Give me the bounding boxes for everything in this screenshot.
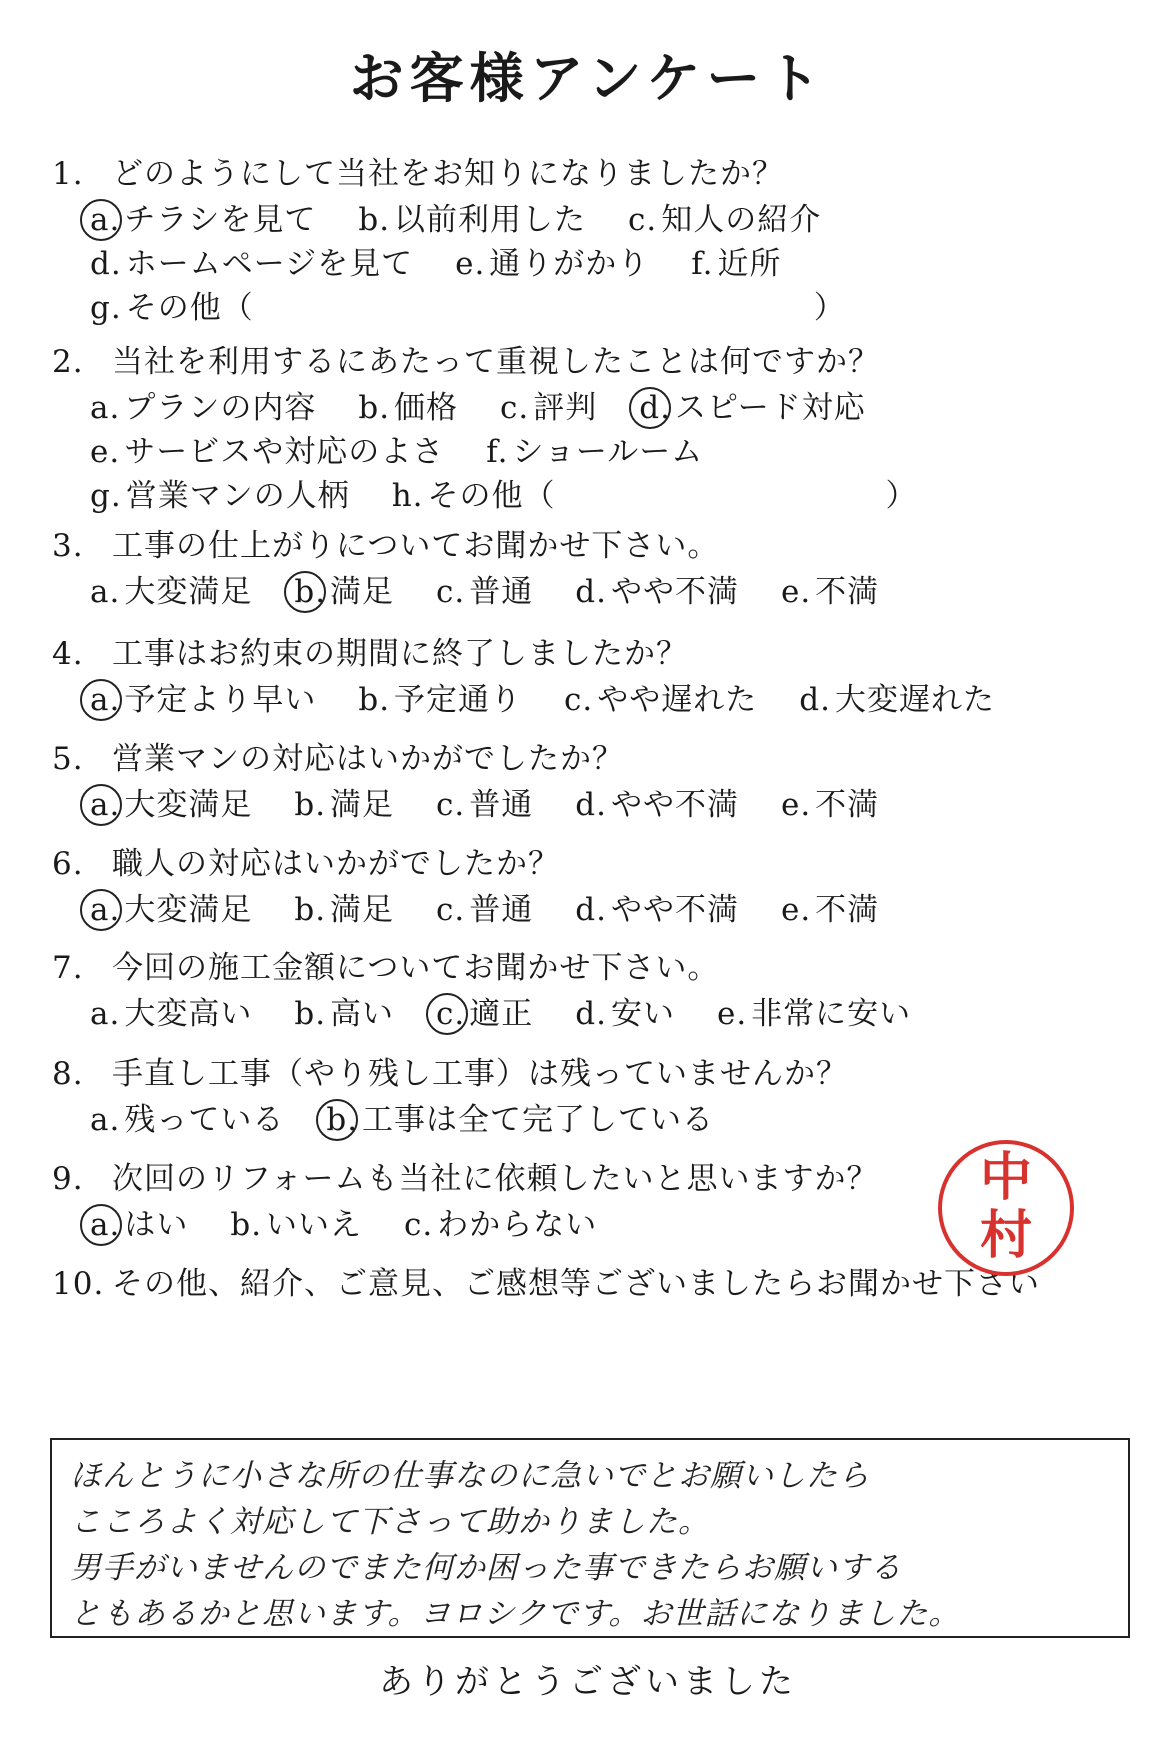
question-text: 工事の仕上がりについてお聞かせ下さい。 (112, 528, 720, 564)
option-row (86, 426, 741, 471)
question-2 (52, 336, 880, 381)
answer-option-selected[interactable] (86, 779, 252, 824)
option-label: 大変満足 (124, 787, 253, 823)
question-number: 8. (52, 1056, 84, 1092)
question-text: 工事はお約束の期間に終了しましたか？ (112, 636, 688, 672)
option-row (86, 282, 884, 327)
option-label: わからない (437, 1207, 598, 1243)
option-row (86, 674, 1033, 719)
option-letter: d. (575, 996, 607, 1032)
answer-option[interactable] (388, 470, 918, 515)
comment-line: こころよく対応して下さって助かりました。 (70, 1504, 710, 1540)
question-3 (52, 520, 719, 565)
option-letter: a. (86, 682, 124, 718)
option-label: やや不満 (610, 892, 739, 928)
question-number: 7. (52, 950, 84, 986)
answer-option[interactable] (354, 194, 586, 239)
option-label: 適正 (469, 996, 534, 1032)
answer-option-selected[interactable] (86, 674, 316, 719)
question-text: どのようにして当社をお知りになりましたか？ (112, 156, 784, 192)
option-letter: e. (780, 892, 812, 928)
question-number: 3. (52, 528, 84, 564)
option-label: 予定通り (394, 682, 523, 718)
option-label: 予定より早い (124, 682, 317, 718)
option-row (86, 566, 917, 611)
option-letter: e. (780, 787, 812, 823)
option-letter: h. (391, 478, 424, 514)
option-letter: b. (230, 1207, 263, 1243)
comment-line: ほんとうに小さな所の仕事なのに急いでとお願いしたら (70, 1458, 870, 1494)
option-label: 非常に安い (751, 996, 912, 1032)
answer-option[interactable] (571, 884, 739, 929)
option-letter: a. (90, 390, 121, 426)
option-letter: f. (691, 246, 714, 282)
answer-option[interactable] (795, 674, 995, 719)
answer-option[interactable] (226, 1199, 362, 1244)
answer-option-selected[interactable] (86, 194, 316, 239)
option-letter: b. (294, 892, 327, 928)
comment-line: ともあるかと思います。ヨロシクです。お世話になりました。 (70, 1596, 961, 1632)
option-label: 大変遅れた (834, 682, 995, 718)
option-letter: c. (436, 787, 466, 823)
answer-option[interactable] (482, 426, 703, 471)
answer-option-selected[interactable] (432, 988, 533, 1033)
answer-option[interactable] (624, 194, 821, 239)
answer-option[interactable] (290, 884, 394, 929)
option-letter: c. (436, 892, 466, 928)
answer-option[interactable] (86, 238, 413, 283)
answer-option[interactable] (571, 779, 739, 824)
option-letter: d. (575, 574, 607, 610)
name-seal-stamp (938, 1140, 1074, 1276)
option-label: 満足 (330, 787, 395, 823)
answer-option-selected[interactable] (635, 382, 865, 427)
option-label: やや遅れた (597, 682, 758, 718)
option-letter: c. (628, 202, 658, 238)
question-number: 4. (52, 636, 84, 672)
question-text: 当社を利用するにあたって重視したことは何ですか？ (112, 344, 880, 380)
closing-paren: ） (885, 478, 918, 514)
answer-option[interactable] (777, 779, 879, 824)
answer-option[interactable] (496, 382, 597, 427)
option-letter: a. (90, 996, 121, 1032)
option-letter: b. (358, 202, 391, 238)
comment-box (50, 1438, 1130, 1638)
closing-paren: ） (813, 290, 846, 326)
option-letter: b. (322, 1102, 362, 1138)
question-7 (52, 942, 719, 987)
option-label: 満足 (330, 892, 395, 928)
option-label: 営業マンの人柄 (125, 478, 350, 514)
answer-option-selected[interactable] (322, 1094, 714, 1139)
option-label: いいえ (266, 1207, 363, 1243)
option-letter: g. (90, 290, 122, 326)
option-label: 通りがかり (489, 246, 650, 282)
option-label: 安い (610, 996, 675, 1032)
answer-option[interactable] (290, 988, 394, 1033)
option-letter: c. (436, 574, 466, 610)
answer-option[interactable] (687, 238, 781, 283)
option-letter: c. (432, 996, 469, 1032)
option-letter: b. (294, 787, 327, 823)
question-text: その他、紹介、ご意見、ご感想等ございましたらお聞かせ下さい (112, 1266, 1040, 1302)
option-letter: b. (290, 574, 330, 610)
option-letter: d. (799, 682, 831, 718)
option-label: 満足 (330, 574, 395, 610)
answer-option[interactable] (571, 566, 739, 611)
question-5 (52, 733, 624, 778)
option-label: スピード対応 (674, 390, 866, 426)
option-label: 工事は全て完了している (362, 1102, 715, 1138)
option-label: 大変満足 (124, 574, 253, 610)
option-letter: e. (716, 996, 748, 1032)
question-1 (52, 148, 784, 193)
closing-text: ありがとうございました (379, 1662, 797, 1702)
option-letter: b. (294, 996, 327, 1032)
answer-option[interactable] (713, 988, 911, 1033)
answer-option-selected[interactable] (290, 566, 394, 611)
option-label: 大変高い (124, 996, 253, 1032)
option-label: 普通 (469, 892, 534, 928)
option-row (86, 194, 859, 239)
question-number: 2. (52, 344, 84, 380)
option-letter: d. (635, 390, 675, 426)
answer-option[interactable] (290, 779, 394, 824)
option-label: 不満 (815, 787, 880, 823)
option-letter: a. (86, 1207, 124, 1243)
option-label: 価格 (394, 390, 459, 426)
question-10 (52, 1258, 1040, 1303)
answer-option[interactable] (354, 382, 458, 427)
question-4 (52, 628, 688, 673)
answer-option[interactable] (86, 566, 252, 611)
stamp-char: 村 (979, 1205, 1032, 1266)
question-text: 今回の施工金額についてお聞かせ下さい。 (112, 950, 720, 986)
option-label: 評判 (533, 390, 598, 426)
option-letter: a. (86, 787, 124, 823)
stamp-char: 中 (979, 1147, 1032, 1208)
option-row (86, 884, 917, 929)
option-letter: c. (500, 390, 530, 426)
option-row (86, 238, 820, 283)
option-label: プランの内容 (124, 390, 317, 426)
answer-option[interactable] (777, 566, 879, 611)
question-6 (52, 838, 560, 883)
option-label: その他（ (125, 290, 254, 326)
option-label: 知人の紹介 (661, 202, 822, 238)
option-label: 大変満足 (124, 892, 253, 928)
option-letter: c. (564, 682, 594, 718)
comment-line: 男手がいませんのでまた何か困った事できたらお願いする (70, 1550, 902, 1586)
option-label: 不満 (815, 574, 880, 610)
answer-option[interactable] (86, 1094, 284, 1139)
option-label: チラシを見て (124, 202, 317, 238)
answer-option[interactable] (560, 674, 757, 719)
option-label: やや不満 (610, 574, 739, 610)
answer-option[interactable] (571, 988, 675, 1033)
page-title: お客様アンケート (349, 46, 827, 110)
option-letter: f. (486, 434, 509, 470)
option-row (86, 1199, 635, 1244)
option-letter: a. (90, 574, 121, 610)
answer-option[interactable] (86, 426, 444, 471)
question-number: 6. (52, 846, 84, 882)
option-letter: e. (780, 574, 812, 610)
option-label: 近所 (717, 246, 782, 282)
option-row (86, 779, 917, 824)
answer-option[interactable] (777, 884, 879, 929)
option-letter: b. (358, 682, 391, 718)
option-label: やや不満 (610, 787, 739, 823)
option-label: ショールーム (512, 434, 704, 470)
option-label: 高い (330, 996, 395, 1032)
answer-option[interactable] (451, 238, 649, 283)
option-letter: d. (90, 246, 122, 282)
answer-option[interactable] (86, 470, 350, 515)
option-letter: e. (90, 434, 121, 470)
option-letter: a. (86, 202, 124, 238)
question-number: 5. (52, 741, 84, 777)
option-label: 以前利用した (394, 202, 587, 238)
option-row (86, 470, 956, 515)
option-row (86, 1094, 752, 1139)
question-text: 職人の対応はいかがでしたか？ (112, 846, 560, 882)
question-8 (52, 1048, 848, 1093)
option-letter: e. (455, 246, 486, 282)
option-label: その他（ (427, 478, 556, 514)
answer-option[interactable] (354, 674, 522, 719)
answer-option[interactable] (432, 779, 533, 824)
option-label: 普通 (469, 787, 534, 823)
option-letter: c. (404, 1207, 434, 1243)
option-row (86, 988, 949, 1033)
option-label: 普通 (469, 574, 534, 610)
option-label: サービスや対応のよさ (124, 434, 445, 470)
answer-option[interactable] (400, 1199, 597, 1244)
answer-option[interactable] (86, 988, 252, 1033)
answer-option[interactable] (86, 282, 846, 327)
question-number: 9. (52, 1161, 84, 1197)
question-text: 次回のリフォームも当社に依頼したいと思いますか？ (112, 1161, 879, 1197)
option-label: 残っている (124, 1102, 285, 1138)
option-letter: g. (90, 478, 122, 514)
option-letter: d. (575, 892, 607, 928)
option-row (86, 382, 904, 427)
question-9 (52, 1153, 878, 1198)
question-number: 10. (52, 1266, 105, 1302)
option-letter: a. (90, 1102, 121, 1138)
answer-option[interactable] (432, 884, 533, 929)
answer-option[interactable] (86, 382, 316, 427)
answer-option[interactable] (432, 566, 533, 611)
option-label: はい (124, 1207, 189, 1243)
option-label: ホームページを見て (125, 246, 414, 282)
option-letter: d. (575, 787, 607, 823)
question-text: 手直し工事（やり残し工事）は残っていませんか？ (112, 1056, 848, 1092)
question-text: 営業マンの対応はいかがでしたか？ (112, 741, 624, 777)
answer-option-selected[interactable] (86, 1199, 188, 1244)
option-letter: a. (86, 892, 124, 928)
question-number: 1. (52, 156, 84, 192)
option-label: 不満 (815, 892, 880, 928)
answer-option-selected[interactable] (86, 884, 252, 929)
option-letter: b. (358, 390, 391, 426)
